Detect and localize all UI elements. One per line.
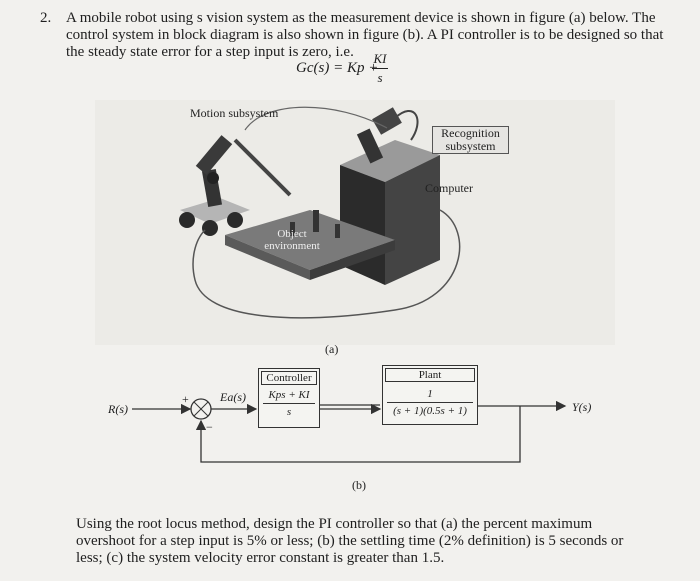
figure-b-caption: (b) (352, 478, 366, 492)
motion-subsystem-label: Motion subsystem (190, 106, 279, 120)
minus-sign: − (206, 420, 213, 434)
controller-title: Controller (261, 371, 317, 385)
plant-numerator: 1 (387, 386, 473, 403)
computer-label: Computer (425, 181, 473, 195)
question-number: 2. (40, 10, 52, 26)
object-environment-label: Object environment (264, 228, 320, 252)
output-label: Y(s) (572, 400, 592, 414)
design-requirements-text: Using the root locus method, design the PI controller so that (a) the percent maximum overshoot for a step input is 5% or less; (b) the settling time (2% definition) is 5 seconds or less; (c) the system velocity error constant is greater than 1.5. (76, 516, 624, 566)
formula-numerator: KI (372, 51, 388, 69)
question-text: A mobile robot using s vision system as the measurement device is shown in figure (a) below. The control system in block diagram is also shown in figure (b). A PI controller is to be designed so that the steady state error for a step input is zero, i.e. (66, 10, 664, 60)
input-label: R(s) (108, 402, 128, 416)
plant-denominator: (s + 1)(0.5s + 1) (393, 405, 467, 417)
controller-numerator: Kps + KI (263, 387, 315, 404)
plant-block (382, 365, 478, 425)
recognition-subsystem-label: Recognition subsystem (432, 126, 509, 154)
formula-lhs: Gc(s) = Kp + (296, 60, 379, 76)
controller-denominator: s (286, 406, 292, 418)
figure-a-caption: (a) (325, 342, 339, 356)
plus-sign: + (182, 392, 189, 406)
controller-block (258, 368, 320, 428)
plant-title: Plant (385, 368, 475, 382)
formula-denominator: s (377, 70, 383, 85)
error-label: Ea(s) (220, 390, 246, 404)
